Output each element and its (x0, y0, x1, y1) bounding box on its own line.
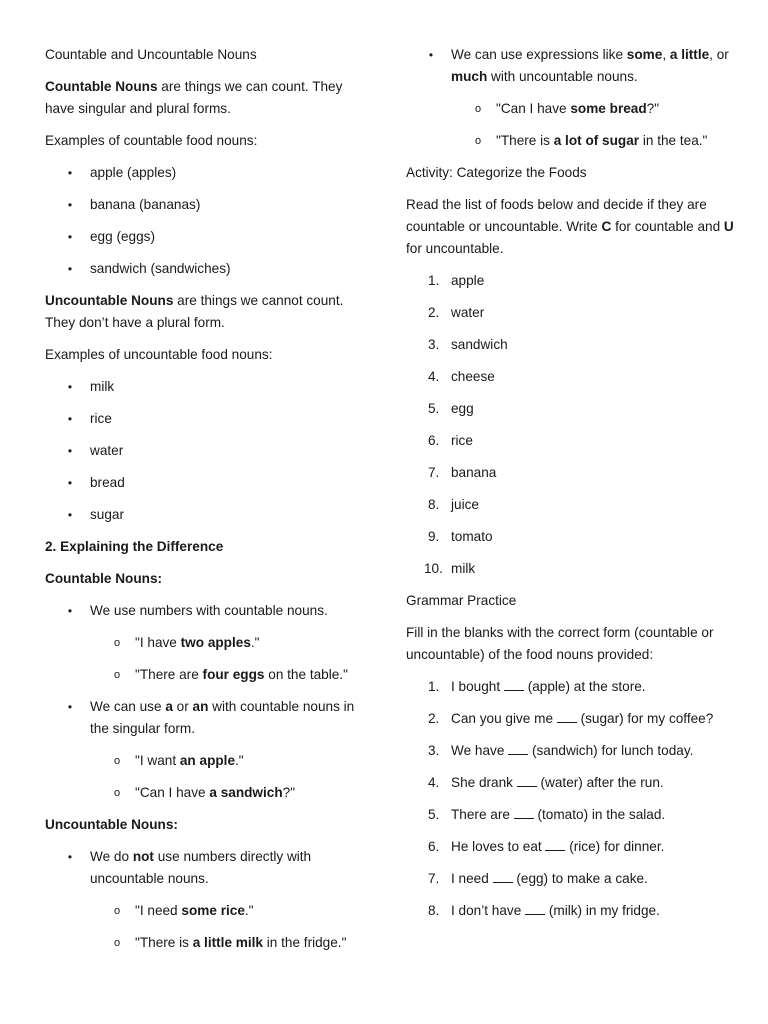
grammar-title: Grammar Practice (406, 593, 517, 608)
list-item: o "I need some rice." (114, 903, 254, 918)
grammar-list (406, 676, 736, 922)
uncountable-rules-list (45, 846, 375, 954)
list-item: • sandwich (sandwiches) (67, 261, 231, 276)
document-title: Countable and Uncountable Nouns (45, 47, 257, 62)
uncountable-subheading: Uncountable Nouns: (45, 817, 178, 832)
countable-definition: Countable Nouns are things we can count. They have singular and plural forms. (45, 79, 343, 116)
example-sublist (90, 632, 375, 686)
list-item: 7. I need (egg) to make a cake. (406, 868, 736, 890)
list-item: o "There is a little milk in the fridge." (114, 935, 347, 950)
blank-line (493, 868, 513, 883)
example-sublist (451, 98, 736, 152)
list-item: 5. egg (428, 401, 474, 416)
activity-instructions: Read the list of foods below and decide if they are countable or uncountable. Write C for countable and U for uncountable. (406, 197, 734, 256)
list-item: • We do not use numbers directly with uncountable nouns. o "I need some rice." o "There is a little milk in the fridge." (45, 846, 375, 954)
right-column (406, 44, 736, 932)
uncountable-term: Uncountable Nouns (45, 293, 174, 308)
countable-rules-list (45, 600, 375, 804)
blank-line (525, 900, 545, 915)
list-item: 1. apple (428, 273, 485, 288)
grammar-instructions: Fill in the blanks with the correct form (countable or uncountable) of the food nouns provided: (406, 625, 714, 662)
list-item: • We can use expressions like some, a little, or much with uncountable nouns. o "Can I have some bread?" o "There is a lot of sugar in the tea." (406, 44, 736, 152)
list-item: • bread (67, 475, 125, 490)
list-item: o "Can I have a sandwich?" (114, 785, 296, 800)
blank-line (557, 708, 577, 723)
countable-subheading: Countable Nouns: (45, 571, 163, 586)
blank-line (508, 740, 528, 755)
list-item: • milk (67, 379, 115, 394)
list-item: 7. banana (428, 465, 497, 480)
list-item: • water (67, 443, 124, 458)
list-item: o "There are four eggs on the table." (114, 667, 348, 682)
list-item: 4. She drank (water) after the run. (406, 772, 736, 794)
uncountable-examples-intro: Examples of uncountable food nouns: (45, 347, 273, 362)
list-item: • sugar (67, 507, 125, 522)
left-column (45, 44, 375, 964)
uncountable-definition: Uncountable Nouns are things we cannot count. They don’t have a plural form. (45, 293, 344, 330)
list-item: 3. sandwich (428, 337, 508, 352)
list-item: 4. cheese (428, 369, 495, 384)
list-item: 8. juice (428, 497, 479, 512)
list-item: 8. I don’t have (milk) in my fridge. (406, 900, 736, 922)
list-item: • We can use a or an with countable nouns in the singular form. o "I want an apple." o "Can I have a sandwich?" (45, 696, 375, 804)
blank-line (545, 836, 565, 851)
list-item: 9. tomato (428, 529, 493, 544)
list-item: o "Can I have some bread?" (475, 101, 660, 116)
list-item: • apple (apples) (67, 165, 177, 180)
activity-title: Activity: Categorize the Foods (406, 165, 587, 180)
blank-line (504, 676, 524, 691)
countable-examples-list (45, 162, 375, 280)
list-item: • We use numbers with countable nouns. o "I have two apples." o "There are four eggs on the table." (45, 600, 375, 686)
list-item: o "I want an apple." (114, 753, 244, 768)
list-item: 2. water (428, 305, 485, 320)
blank-line (514, 804, 534, 819)
list-item: 2. Can you give me (sugar) for my coffee? (406, 708, 736, 730)
list-item: 3. We have (sandwich) for lunch today. (406, 740, 736, 762)
list-item: 6. He loves to eat (rice) for dinner. (406, 836, 736, 858)
section-heading: 2. Explaining the Difference (45, 539, 224, 554)
activity-list (406, 270, 736, 580)
blank-line (517, 772, 537, 787)
example-sublist (90, 750, 375, 804)
list-item: o "I have two apples." (114, 635, 260, 650)
uncountable-rules-list-continued (406, 44, 736, 152)
countable-examples-intro: Examples of countable food nouns: (45, 133, 258, 148)
example-sublist (90, 900, 375, 954)
list-item: 1. I bought (apple) at the store. (406, 676, 736, 698)
list-item: 5. There are (tomato) in the salad. (406, 804, 736, 826)
list-item: o "There is a lot of sugar in the tea." (475, 133, 708, 148)
list-item: • egg (eggs) (67, 229, 155, 244)
list-item: 10. milk (424, 561, 476, 576)
uncountable-examples-list (45, 376, 375, 526)
list-item: • rice (67, 411, 112, 426)
list-item: • banana (bananas) (67, 197, 201, 212)
list-item: 6. rice (428, 433, 473, 448)
countable-term: Countable Nouns (45, 79, 158, 94)
